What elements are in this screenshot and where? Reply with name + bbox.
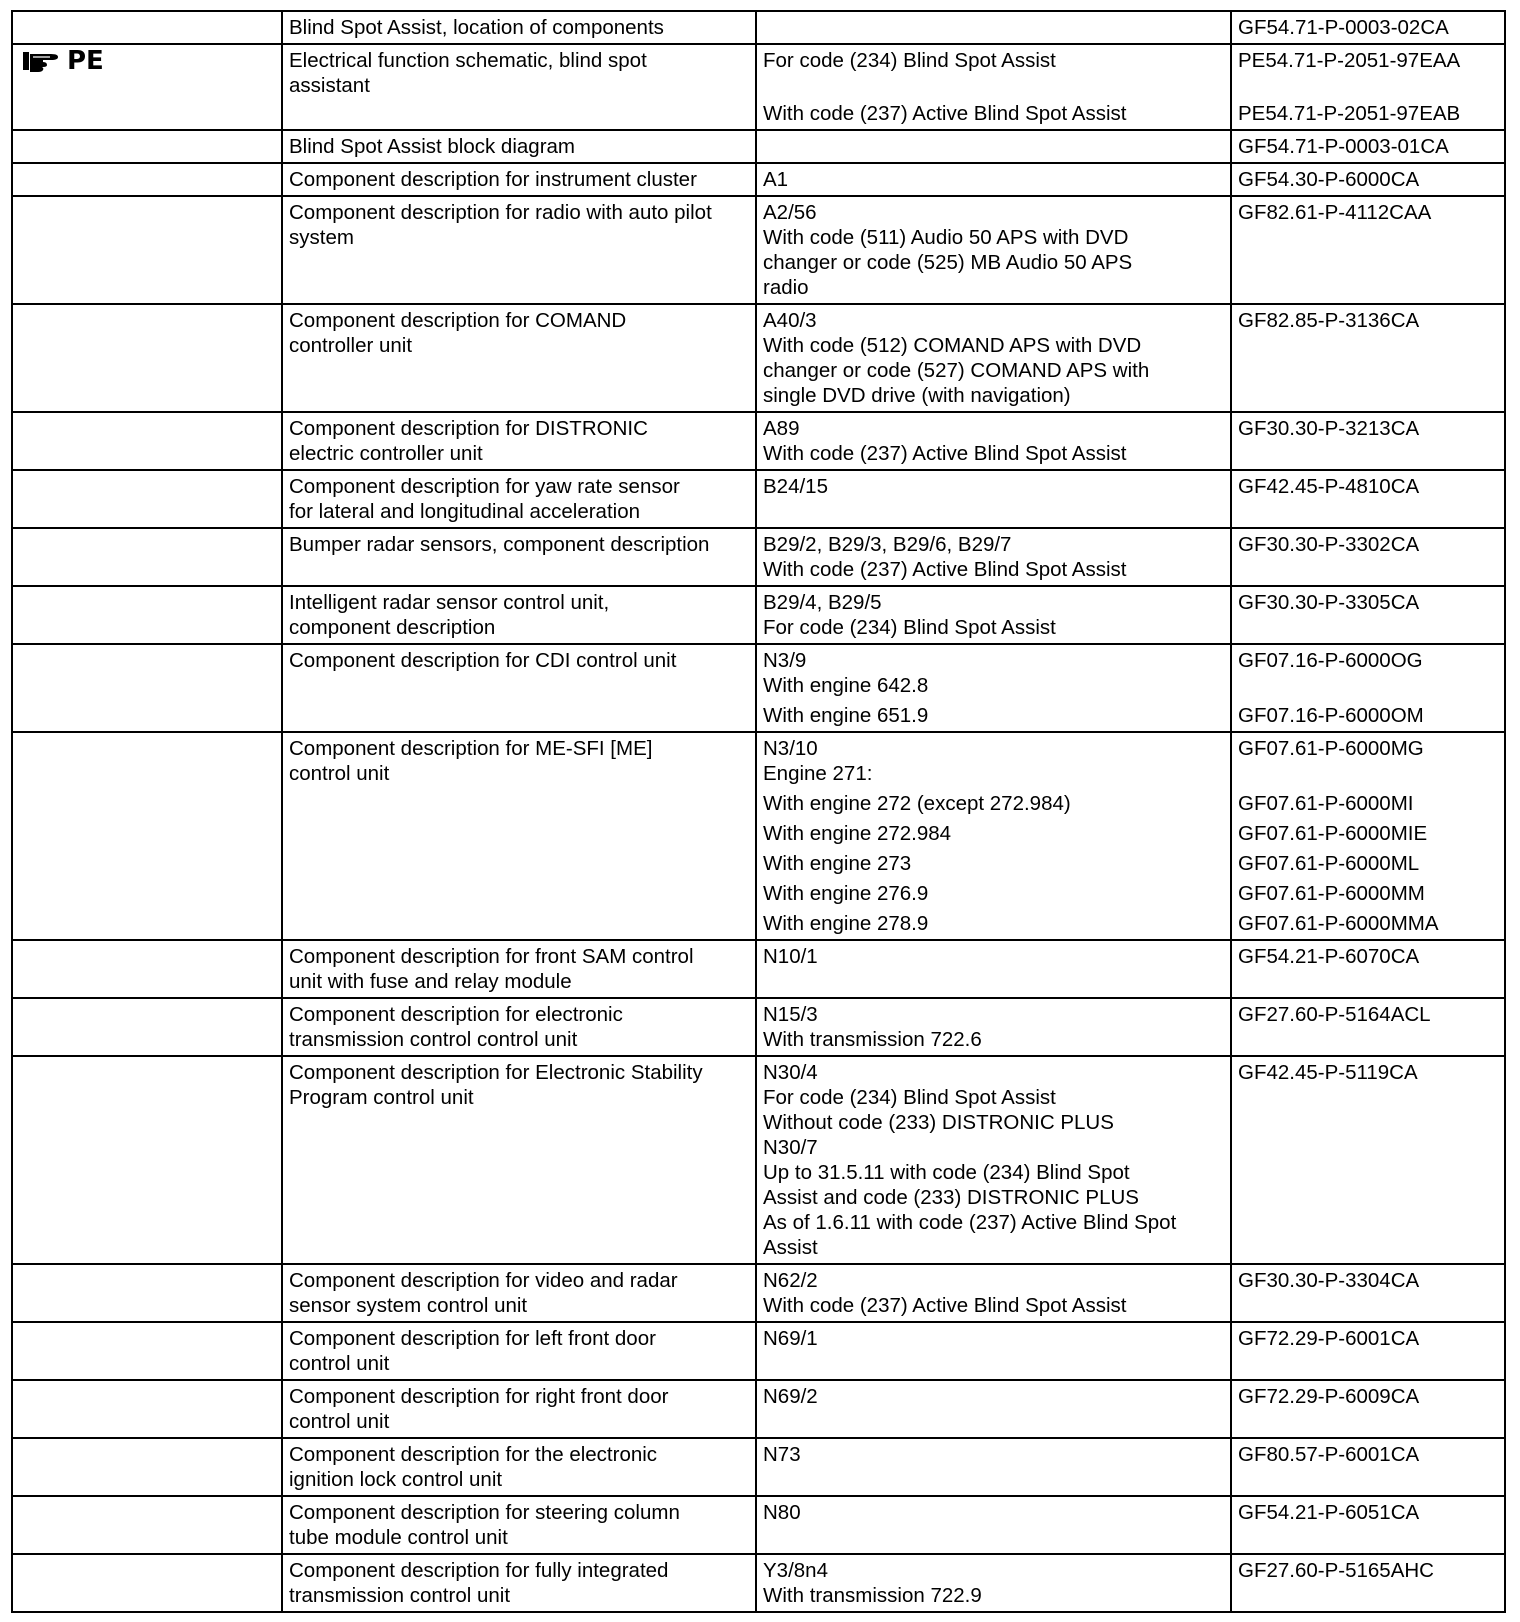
title-cell <box>282 1264 756 1322</box>
condition-line: With code (511) Audio 50 APS with DVD <box>763 226 1129 249</box>
title-cell <box>282 586 756 644</box>
title-line: unit with fuse and relay module <box>289 970 572 993</box>
condition-cell <box>756 412 1231 470</box>
title-line: Component description for left front door <box>289 1327 656 1350</box>
condition-line: With engine 276.9 <box>763 882 929 905</box>
condition-line: Engine 271: <box>763 762 873 785</box>
reference-cell <box>1231 732 1505 940</box>
condition-line: With transmission 722.6 <box>763 1028 982 1051</box>
condition-line: With code (237) Active Blind Spot Assist <box>763 442 1127 465</box>
title-line: Component description for DISTRONIC <box>289 417 648 440</box>
reference-code: GF72.29-P-6001CA <box>1238 1327 1420 1350</box>
marker-cell <box>12 940 282 998</box>
table-row <box>12 196 1505 304</box>
condition-line: N73 <box>763 1443 801 1466</box>
reference-code: GF07.16-P-6000OM <box>1238 704 1424 727</box>
reference-cell <box>1231 412 1505 470</box>
condition-line: N80 <box>763 1501 801 1524</box>
reference-cell <box>1231 44 1505 130</box>
table-row <box>12 644 1505 732</box>
reference-code: GF82.85-P-3136CA <box>1238 309 1420 332</box>
condition-line: N15/3 <box>763 1003 818 1026</box>
title-line: system <box>289 226 354 249</box>
title-line: Component description for video and radar <box>289 1269 678 1292</box>
condition-line: Up to 31.5.11 with code (234) Blind Spot <box>763 1161 1130 1184</box>
condition-cell <box>756 1496 1231 1554</box>
table-row <box>12 11 1505 44</box>
title-line: control unit <box>289 1410 390 1433</box>
condition-line: For code (234) Blind Spot Assist <box>763 1086 1056 1109</box>
condition-line: N62/2 <box>763 1269 818 1292</box>
condition-line: N10/1 <box>763 945 818 968</box>
title-cell <box>282 44 756 130</box>
marker-cell <box>12 1056 282 1264</box>
condition-cell <box>756 1322 1231 1380</box>
marker-cell <box>12 1438 282 1496</box>
title-cell <box>282 1496 756 1554</box>
title-line: Component description for instrument cluster <box>289 168 697 191</box>
title-line: tube module control unit <box>289 1526 508 1549</box>
condition-cell <box>756 732 1231 940</box>
condition-line: With code (237) Active Blind Spot Assist <box>763 1294 1127 1317</box>
title-line: transmission control unit <box>289 1584 511 1607</box>
line-spacer <box>1238 761 1499 791</box>
marker-cell <box>12 304 282 412</box>
condition-line: With engine 272.984 <box>763 822 952 845</box>
reference-code: PE54.71-P-2051-97EAA <box>1238 49 1461 72</box>
title-line: electric controller unit <box>289 442 483 465</box>
condition-cell <box>756 11 1231 44</box>
reference-code: GF07.16-P-6000OG <box>1238 649 1423 672</box>
title-line: Component description for yaw rate sensor <box>289 475 680 498</box>
condition-line: A89 <box>763 417 800 440</box>
condition-cell <box>756 470 1231 528</box>
title-cell <box>282 11 756 44</box>
title-line: Component description for right front door <box>289 1385 669 1408</box>
condition-cell <box>756 940 1231 998</box>
line-spacer <box>1238 673 1499 703</box>
table-row <box>12 130 1505 163</box>
table-row <box>12 1056 1505 1264</box>
condition-line: Assist and code (233) DISTRONIC PLUS <box>763 1186 1139 1209</box>
condition-line: N30/4 <box>763 1061 818 1084</box>
condition-line: single DVD drive (with navigation) <box>763 384 1071 407</box>
marker-cell <box>12 528 282 586</box>
marker-cell <box>12 732 282 940</box>
reference-code: GF54.21-P-6070CA <box>1238 945 1420 968</box>
title-cell <box>282 130 756 163</box>
condition-line: With code (237) Active Blind Spot Assist <box>763 102 1127 125</box>
table-row <box>12 304 1505 412</box>
reference-code: GF30.30-P-3305CA <box>1238 591 1420 614</box>
marker-cell <box>12 130 282 163</box>
reference-cell <box>1231 11 1505 44</box>
reference-cell <box>1231 586 1505 644</box>
title-cell <box>282 1380 756 1438</box>
title-cell <box>282 1554 756 1612</box>
title-line: Component description for fully integrated <box>289 1559 669 1582</box>
title-line: Component description for CDI control unit <box>289 649 677 672</box>
table-row <box>12 163 1505 196</box>
title-cell <box>282 1056 756 1264</box>
condition-line: N30/7 <box>763 1136 818 1159</box>
reference-code: GF30.30-P-3304CA <box>1238 1269 1420 1292</box>
title-line: Component description for COMAND <box>289 309 627 332</box>
table-row <box>12 1554 1505 1612</box>
marker-cell <box>12 470 282 528</box>
condition-cell <box>756 44 1231 130</box>
reference-code: GF07.61-P-6000MG <box>1238 737 1424 760</box>
table-row <box>12 528 1505 586</box>
reference-code: GF54.71-P-0003-01CA <box>1238 135 1449 158</box>
condition-cell <box>756 998 1231 1056</box>
reference-code: GF54.30-P-6000CA <box>1238 168 1420 191</box>
condition-cell <box>756 1438 1231 1496</box>
title-line: Blind Spot Assist, location of components <box>289 16 664 39</box>
reference-code: GF80.57-P-6001CA <box>1238 1443 1420 1466</box>
condition-line: A40/3 <box>763 309 817 332</box>
reference-code: GF82.61-P-4112CAA <box>1238 201 1432 224</box>
title-cell <box>282 304 756 412</box>
title-line: Component description for ME-SFI [ME] <box>289 737 653 760</box>
marker-label: PE <box>67 45 104 76</box>
condition-cell <box>756 644 1231 732</box>
condition-cell <box>756 586 1231 644</box>
reference-code: PE54.71-P-2051-97EAB <box>1238 102 1461 125</box>
marker-cell <box>12 11 282 44</box>
table-row <box>12 1322 1505 1380</box>
title-line: Component description for electronic <box>289 1003 623 1026</box>
condition-line: Without code (233) DISTRONIC PLUS <box>763 1111 1114 1134</box>
title-cell <box>282 470 756 528</box>
condition-line: With transmission 722.9 <box>763 1584 982 1607</box>
reference-cell <box>1231 1264 1505 1322</box>
title-cell <box>282 163 756 196</box>
title-line: for lateral and longitudinal acceleration <box>289 500 641 523</box>
reference-code: GF27.60-P-5164ACL <box>1238 1003 1431 1026</box>
condition-line: changer or code (525) MB Audio 50 APS <box>763 251 1133 274</box>
document-sheet <box>11 10 1506 1613</box>
title-line: Component description for the electronic <box>289 1443 658 1466</box>
reference-cell <box>1231 528 1505 586</box>
table-row <box>12 1264 1505 1322</box>
reference-code: GF54.71-P-0003-02CA <box>1238 16 1449 39</box>
reference-cell <box>1231 1554 1505 1612</box>
component-reference-table <box>11 10 1506 1613</box>
condition-line: Y3/8n4 <box>763 1559 828 1582</box>
reference-cell <box>1231 940 1505 998</box>
title-line: transmission control control unit <box>289 1028 578 1051</box>
title-cell <box>282 412 756 470</box>
table-row <box>12 732 1505 940</box>
condition-line: B29/2, B29/3, B29/6, B29/7 <box>763 533 1012 556</box>
reference-cell <box>1231 304 1505 412</box>
condition-cell <box>756 528 1231 586</box>
condition-line: Assist <box>763 1236 818 1259</box>
title-cell <box>282 1322 756 1380</box>
reference-code: GF42.45-P-4810CA <box>1238 475 1420 498</box>
table-row <box>12 586 1505 644</box>
table-row <box>12 1496 1505 1554</box>
table-row <box>12 998 1505 1056</box>
condition-cell <box>756 1380 1231 1438</box>
title-cell <box>282 644 756 732</box>
marker-cell <box>12 1264 282 1322</box>
condition-cell <box>756 1056 1231 1264</box>
condition-cell <box>756 1554 1231 1612</box>
title-line: Component description for radio with auto pilot <box>289 201 712 224</box>
title-line: controller unit <box>289 334 413 357</box>
table-row <box>12 940 1505 998</box>
reference-code: GF07.61-P-6000MI <box>1238 792 1414 815</box>
title-cell <box>282 196 756 304</box>
condition-line: With engine 278.9 <box>763 912 929 935</box>
reference-cell <box>1231 1438 1505 1496</box>
marker-cell <box>12 1554 282 1612</box>
pointing-hand-icon <box>21 48 61 74</box>
condition-line: B24/15 <box>763 475 828 498</box>
condition-line: N3/9 <box>763 649 807 672</box>
title-line: Component description for Electronic Stability <box>289 1061 703 1084</box>
condition-line: N69/2 <box>763 1385 818 1408</box>
condition-cell <box>756 163 1231 196</box>
reference-cell <box>1231 1380 1505 1438</box>
title-cell <box>282 1438 756 1496</box>
title-line: Program control unit <box>289 1086 474 1109</box>
reference-cell <box>1231 163 1505 196</box>
title-line: component description <box>289 616 496 639</box>
table-row <box>12 1438 1505 1496</box>
condition-line: N3/10 <box>763 737 818 760</box>
title-line: Electrical function schematic, blind spot <box>289 49 647 72</box>
condition-line: With engine 642.8 <box>763 674 929 697</box>
condition-line: With engine 273 <box>763 852 912 875</box>
marker-cell <box>12 1496 282 1554</box>
condition-line: changer or code (527) COMAND APS with <box>763 359 1150 382</box>
marker-cell <box>12 412 282 470</box>
title-line: Component description for front SAM control <box>289 945 694 968</box>
title-line: assistant <box>289 74 370 97</box>
reference-code: GF07.61-P-6000MM <box>1238 882 1425 905</box>
reference-code: GF07.61-P-6000MMA <box>1238 912 1439 935</box>
pe-marker <box>19 45 104 76</box>
title-line: control unit <box>289 1352 390 1375</box>
reference-code: GF30.30-P-3213CA <box>1238 417 1420 440</box>
title-line: ignition lock control unit <box>289 1468 503 1491</box>
marker-cell <box>12 998 282 1056</box>
reference-code: GF30.30-P-3302CA <box>1238 533 1420 556</box>
reference-code: GF42.45-P-5119CA <box>1238 1061 1418 1084</box>
line-spacer <box>1238 73 1499 101</box>
condition-line: With code (512) COMAND APS with DVD <box>763 334 1142 357</box>
condition-line: radio <box>763 276 809 299</box>
table-body <box>12 11 1505 1612</box>
title-line: control unit <box>289 762 390 785</box>
reference-code: GF07.61-P-6000MIE <box>1238 822 1428 845</box>
marker-cell <box>12 586 282 644</box>
title-line: Bumper radar sensors, component description <box>289 533 710 556</box>
title-cell <box>282 528 756 586</box>
condition-line: B29/4, B29/5 <box>763 591 882 614</box>
table-row <box>12 412 1505 470</box>
reference-cell <box>1231 1496 1505 1554</box>
marker-cell <box>12 644 282 732</box>
title-cell <box>282 732 756 940</box>
title-cell <box>282 998 756 1056</box>
condition-line: For code (234) Blind Spot Assist <box>763 616 1056 639</box>
reference-code: GF54.21-P-6051CA <box>1238 1501 1420 1524</box>
reference-cell <box>1231 470 1505 528</box>
reference-code: GF72.29-P-6009CA <box>1238 1385 1420 1408</box>
condition-line: With engine 651.9 <box>763 704 929 727</box>
condition-cell <box>756 196 1231 304</box>
title-line: Blind Spot Assist block diagram <box>289 135 575 158</box>
marker-cell <box>12 1380 282 1438</box>
reference-cell <box>1231 1056 1505 1264</box>
condition-line: With code (237) Active Blind Spot Assist <box>763 558 1127 581</box>
reference-code: GF07.61-P-6000ML <box>1238 852 1420 875</box>
marker-cell <box>12 1322 282 1380</box>
condition-line: With engine 272 (except 272.984) <box>763 792 1071 815</box>
condition-cell <box>756 130 1231 163</box>
reference-cell <box>1231 644 1505 732</box>
title-line: sensor system control unit <box>289 1294 528 1317</box>
marker-cell <box>12 163 282 196</box>
marker-cell <box>12 44 282 130</box>
condition-cell <box>756 304 1231 412</box>
marker-cell <box>12 196 282 304</box>
title-line: Intelligent radar sensor control unit, <box>289 591 610 614</box>
title-cell <box>282 940 756 998</box>
table-row <box>12 1380 1505 1438</box>
reference-cell <box>1231 196 1505 304</box>
reference-cell <box>1231 998 1505 1056</box>
reference-cell <box>1231 1322 1505 1380</box>
title-line: Component description for steering column <box>289 1501 680 1524</box>
condition-line: As of 1.6.11 with code (237) Active Blind Spot <box>763 1211 1177 1234</box>
condition-line: A2/56 <box>763 201 817 224</box>
line-spacer <box>763 73 1225 101</box>
table-row <box>12 44 1505 130</box>
table-row <box>12 470 1505 528</box>
condition-line: For code (234) Blind Spot Assist <box>763 49 1056 72</box>
condition-line: N69/1 <box>763 1327 818 1350</box>
condition-cell <box>756 1264 1231 1322</box>
condition-line: A1 <box>763 168 789 191</box>
reference-code: GF27.60-P-5165AHC <box>1238 1559 1434 1582</box>
reference-cell <box>1231 130 1505 163</box>
